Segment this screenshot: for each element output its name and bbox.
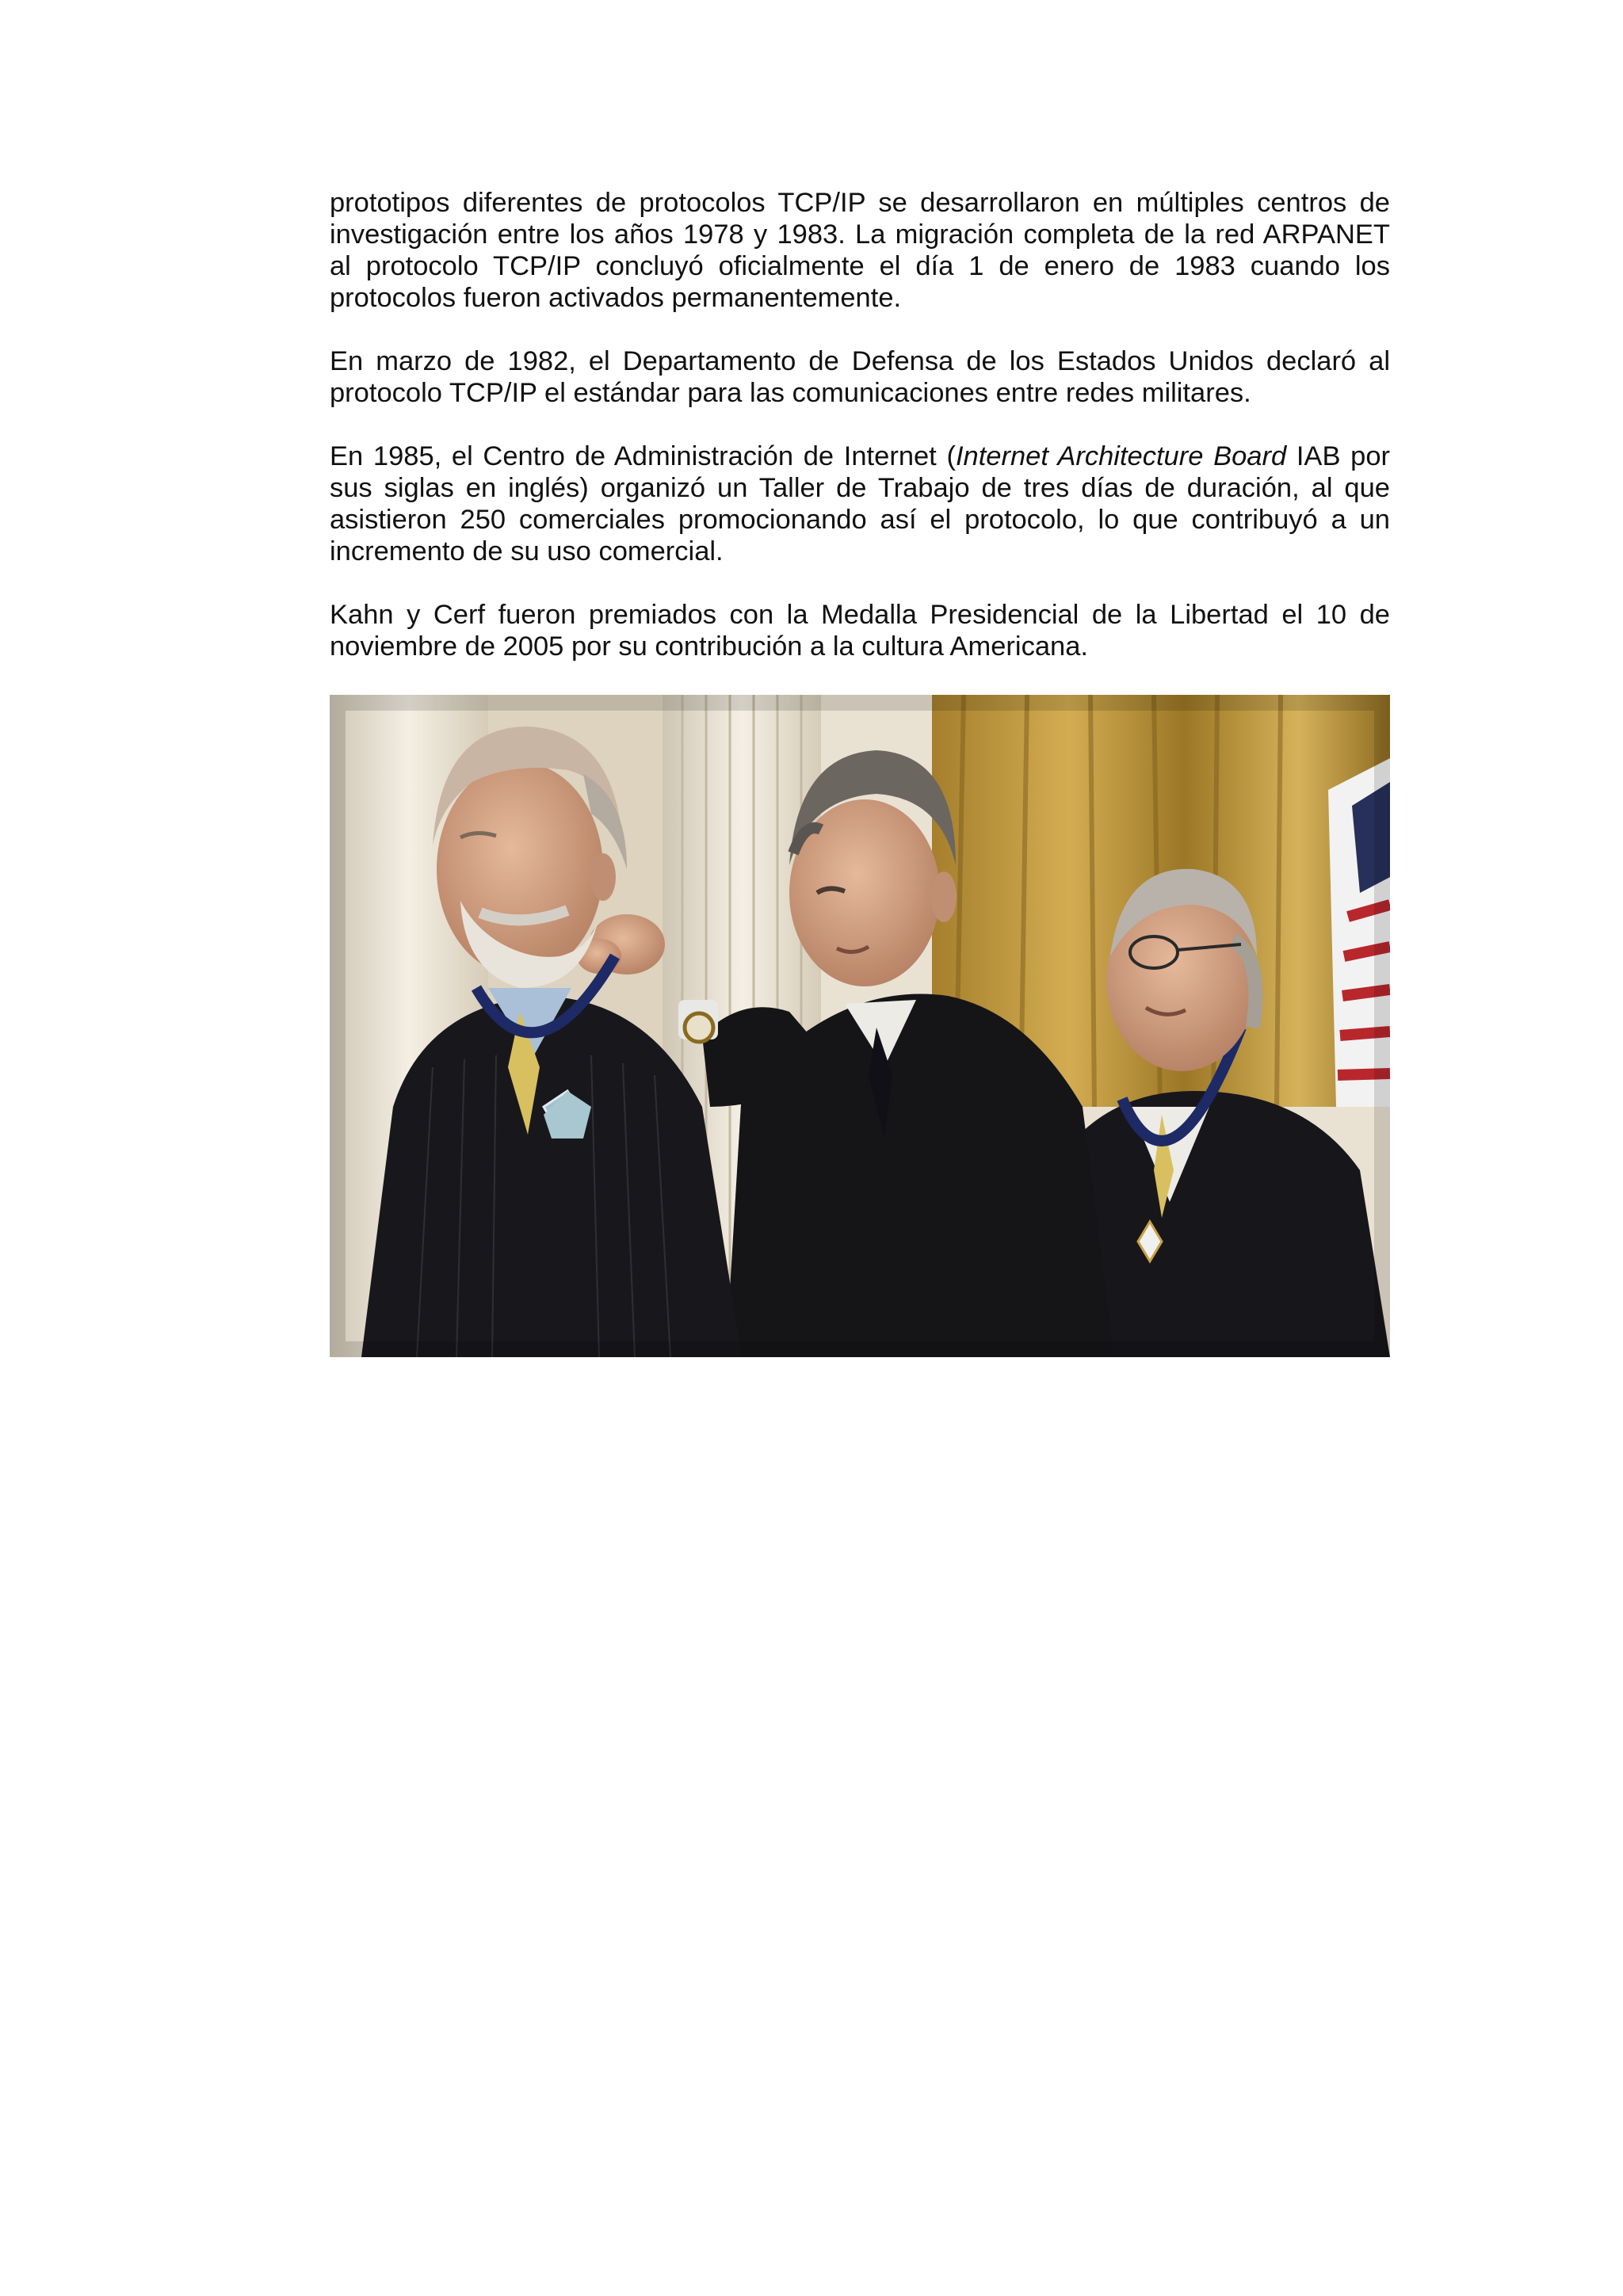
body-text [330, 187, 1390, 694]
paragraph-italic-term: Internet Architecture Board [955, 441, 1287, 471]
paragraph-text: En marzo de 1982, el Departamento de Defensa de los Estados Unidos declaró al protocolo TCP/IP el estándar para las comunicaciones entre redes militares. [330, 346, 1390, 408]
paragraph-tcpip-prototypes [330, 187, 1390, 314]
medal-ceremony-photo [330, 695, 1390, 1357]
paragraph-medal-award [330, 599, 1390, 662]
photo-illustration [330, 695, 1390, 1357]
paragraph-text: IAB por sus siglas en inglés) organizó un Taller de Trabajo de tres días de duración, al que asistieron 250 comerciales promocionando así el protocolo, lo que contribuyó a un incremento de su uso comercial. [330, 441, 1390, 566]
paragraph-text: Kahn y Cerf fueron premiados con la Medalla Presidencial de la Libertad el 10 de noviembre de 2005 por su contribución a la cultura Americana. [330, 600, 1390, 662]
paragraph-text: prototipos diferentes de protocolos TCP/IP se desarrollaron en múltiples centros de investigación entre los años 1978 y 1983. La migración completa de la red ARPANET al protocolo TCP/IP concluyó oficialmente el día 1 de enero de 1983 cuando los protocolos fueron activados permanentemente. [330, 188, 1390, 313]
paragraph-dod-standard [330, 345, 1390, 409]
paragraph-iab-workshop [330, 441, 1390, 567]
paragraph-text: En 1985, el Centro de Administración de Internet ( [330, 441, 956, 471]
